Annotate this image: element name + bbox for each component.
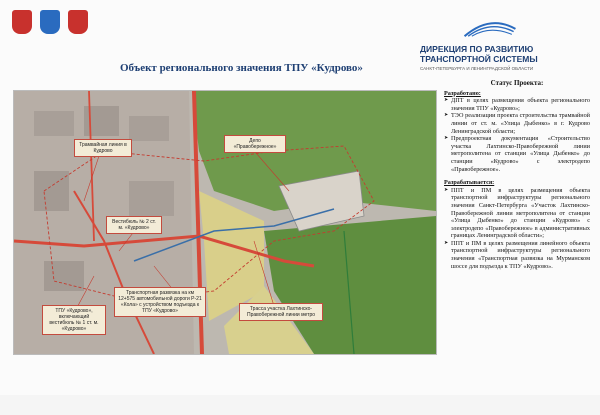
callout-depot: Депо «Правобережное» xyxy=(224,135,286,153)
list-item: ➤ Предпроектная документация «Строительство участка Лахтинско-Правобережной линии метрополитена от станции «Улица Дыбенко» до станции «Кудрово» с электродепо «Правобережное». xyxy=(444,135,590,173)
callout-tram-line: Трамвайная линия в Кудрово xyxy=(74,139,132,157)
callout-road-junction: Транспортная развязка на км 12+575 автомобильной дороги Р-21 «Кола» с устройством подъезда к ТПУ «Кудрово» xyxy=(114,287,206,317)
project-status-panel xyxy=(444,80,590,270)
in-progress-heading: Разрабатывается: xyxy=(444,179,495,187)
callout-vestibule-2: Вестибюль № 2 ст. м. «Кудрово» xyxy=(106,216,162,234)
leningrad-oblast-coat-of-arms-icon xyxy=(68,10,88,34)
spb-coat-of-arms-icon xyxy=(12,10,32,34)
site-map xyxy=(13,90,437,355)
callout-tpu: ТПУ «Кудрово», включающий вестибюль № 1 ст. м. «Кудрово» xyxy=(42,305,106,335)
organization-name: ДИРЕКЦИЯ ПО РАЗВИТИЮ ТРАНСПОРТНОЙ СИСТЕМЫ xyxy=(420,44,538,64)
list-item: ➤ ДПТ в целях размещения объекта регионального значения ТПУ «Кудрово»; xyxy=(444,97,590,112)
russia-coat-of-arms-icon xyxy=(40,10,60,34)
emblem-group xyxy=(12,10,88,34)
footer-bar xyxy=(0,395,600,415)
in-progress-list xyxy=(444,187,590,271)
list-item: ➤ ППТ и ПМ в целях размещения линейного объекта транспортной инфраструктуры регионального значения «Транспортная развязка на Мурманском шоссе для подъезда к ТПУ «Кудрово». xyxy=(444,240,590,270)
organization-logo-icon xyxy=(460,18,520,38)
list-item: ➤ ТЭО реализации проекта строительства трамвайной линии от ст. м. «Улица Дыбенко» в г. Кудрово Ленинградской области; xyxy=(444,112,590,135)
list-item: ➤ ППТ и ПМ в целях размещения объекта транспортной инфраструктуры регионального значения Санкт-Петербурга «Участок Лахтинско-Правобережной линии метрополитена от станции «Улица Дыбенко» до станции «Кудрово» с электродепо «Правобережное» в административных границах Ленинградской области»; xyxy=(444,187,590,240)
status-title: Статус Проекта: xyxy=(490,79,544,87)
callout-metro-route: Трасса участка Лахтинско-Правобережной линии метро xyxy=(239,303,323,321)
organization-subtitle: САНКТ-ПЕТЕРБУРГА И ЛЕНИНГРАДСКОЙ ОБЛАСТИ xyxy=(420,66,534,71)
developed-list xyxy=(444,97,590,173)
page-title: Объект регионального значения ТПУ «Кудрово» xyxy=(120,62,363,74)
developed-heading: Разработано: xyxy=(444,89,481,97)
